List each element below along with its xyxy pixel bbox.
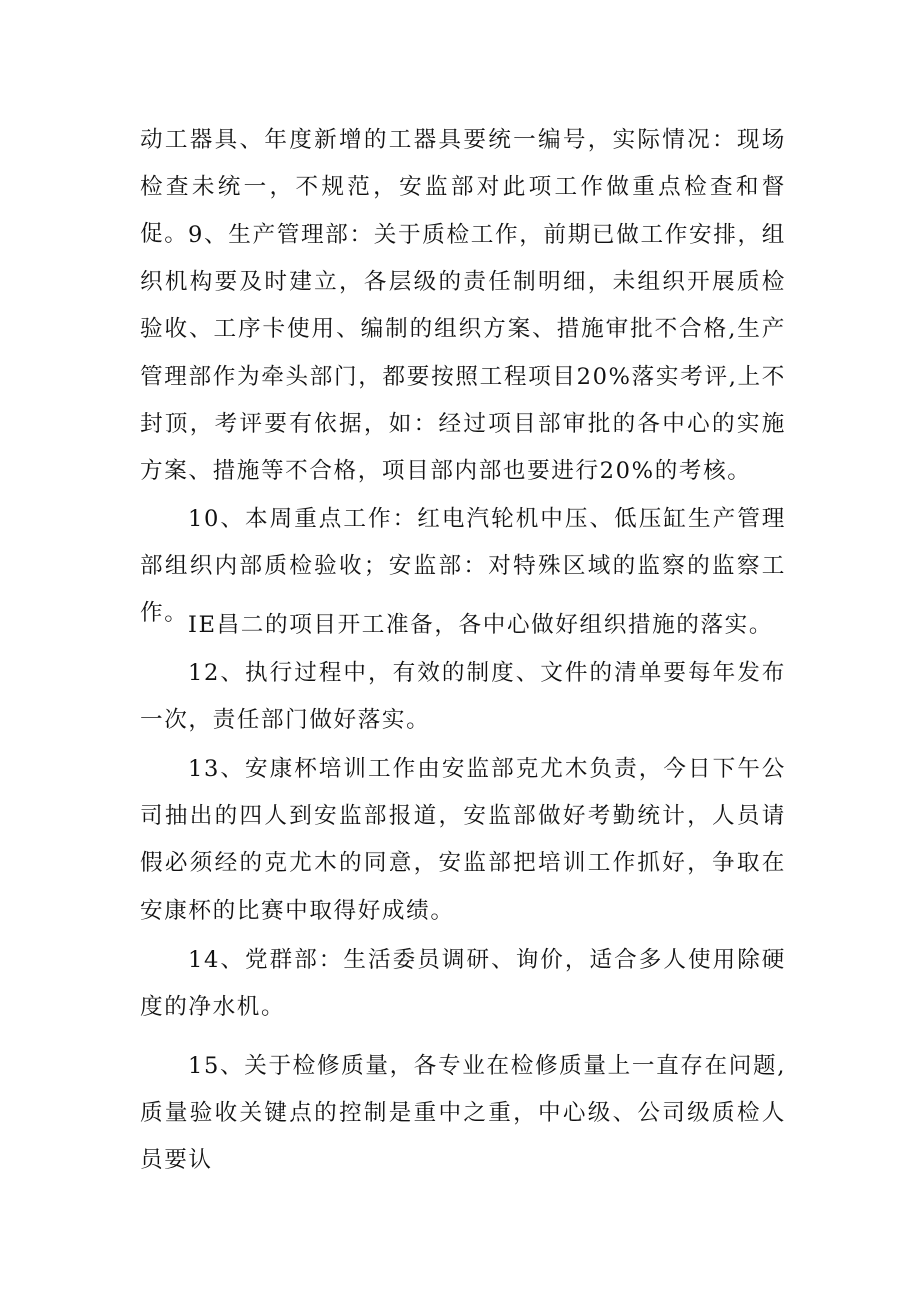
paragraph-item-10: 10、本周重点工作：红电汽轮机中压、低压缸生产管理部组织内部质检验收；安监部：对特殊区域的监察的监察工作。 bbox=[140, 506, 786, 627]
paragraph-item-15: 15、关于检修质量，各专业在检修质量上一直存在问题,质量验收关键点的控制是重中之重，中心级、公司级质检人员要认 bbox=[140, 1053, 786, 1174]
paragraph-item-9: 9、生产管理部：关于质检工作，前期已做工作安排，组织机构要及时建立，各层级的责任制明细，未组织开展质检验收、工序卡使用、编制的组织方案、措施审批不合格,生产管理部作为牵头部门，都要按照工程项目20%落实考评,上不封顶，考评要有依据，如：经过项目部审批的各中心的实施方案、措施等不合格，项目部内部也要进行20%的考核。 bbox=[140, 222, 786, 485]
paragraph-item-12: 12、执行过程中，有效的制度、文件的清单要每年发布一次，责任部门做好落实。 bbox=[140, 660, 786, 734]
paragraph-continuation: 动工器具、年度新增的工器具要统一编号，实际情况：现场检查未统一，不规范，安监部对此项工作做重点检查和督促。 bbox=[140, 127, 786, 248]
paragraph-item-11: IE昌二的项目开工准备，各中心做好组织措施的落实。 bbox=[188, 612, 774, 638]
paragraph-item-14: 14、党群部：生活委员调研、询价，适合多人使用除硬度的净水机。 bbox=[140, 947, 786, 1021]
paragraph-item-13: 13、安康杯培训工作由安监部克尤木负责，今日下午公司抽出的四人到安监部报道，安监部做好考勤统计，人员请假必须经的克尤木的同意，安监部把培训工作抓好，争取在安康杯的比赛中取得好成绩。 bbox=[140, 756, 786, 924]
